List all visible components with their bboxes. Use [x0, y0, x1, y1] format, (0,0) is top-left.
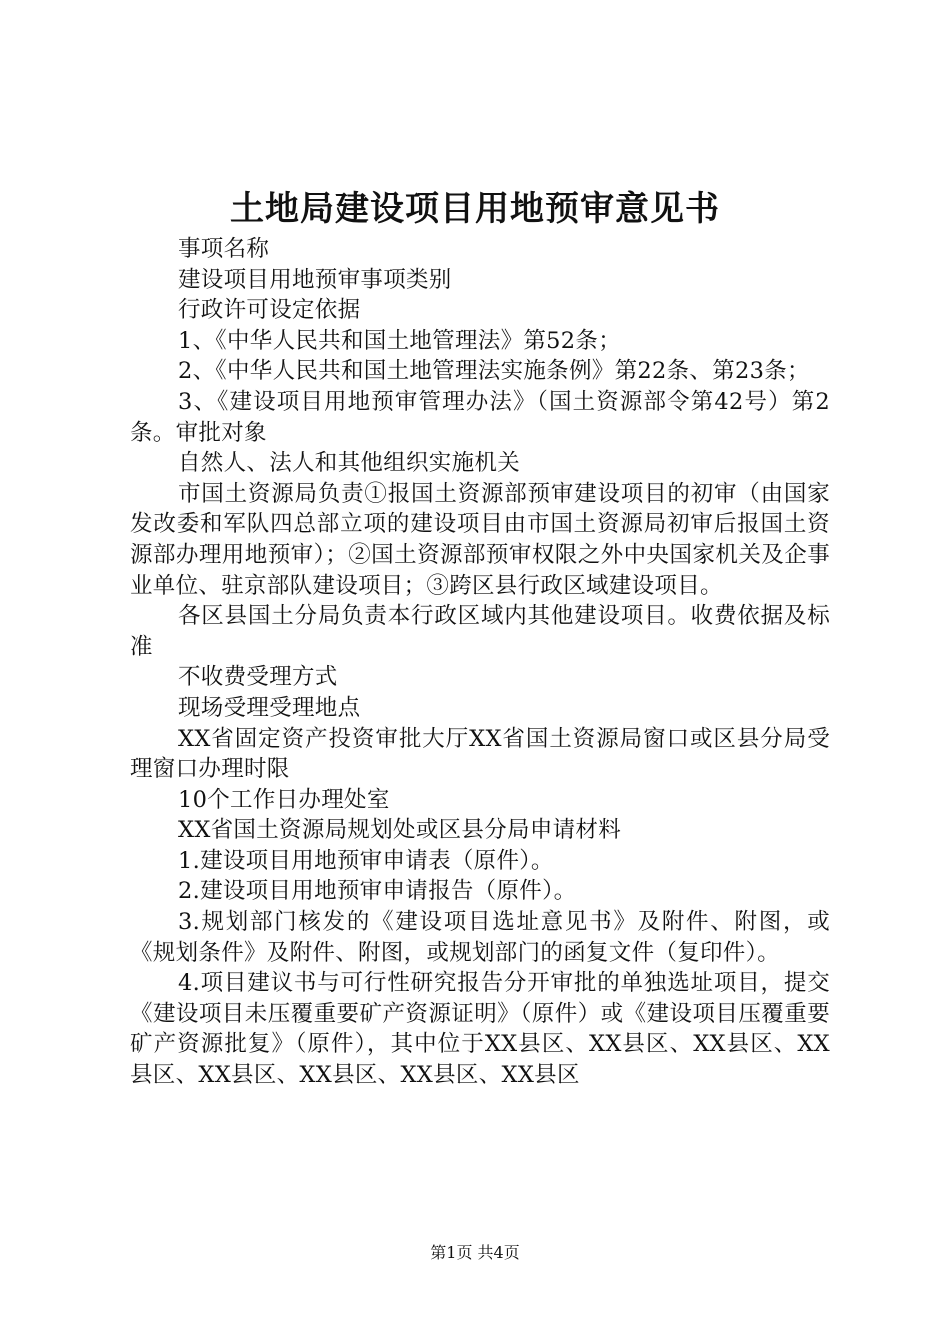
paragraph: 自然人、法人和其他组织实施机关	[178, 450, 521, 477]
paragraph: 不收费受理方式	[178, 664, 338, 691]
paragraph: 2、《中华人民共和国土地管理法实施条例》第22条、第23条；	[178, 358, 810, 385]
paragraph: 1.建设项目用地预审申请表（原件）。	[178, 847, 554, 874]
paragraph: 现场受理受理地点	[178, 694, 361, 721]
paragraph: 各区县国土分局负责本行政区域内其他建设项目。收费依据及标准	[130, 603, 830, 660]
document-body	[130, 234, 830, 1091]
page-footer: 第1页 共4页	[430, 1243, 520, 1262]
paragraph: 2.建设项目用地预审申请报告（原件）。	[178, 878, 577, 905]
paragraph: 市国土资源局负责①报国土资源部预审建设项目的初审（由国家发改委和军队四总部立项的建设项目由市国土资源局初审后报国土资源部办理用地预审）；②国土资源部预审权限之外中央国家机关及企事业单位、驻京部队建设项目；③跨区县行政区域建设项目。	[130, 480, 830, 599]
paragraph: 行政许可设定依据	[178, 297, 361, 324]
paragraph: XX省国土资源局规划处或区县分局申请材料	[178, 817, 622, 844]
paragraph: 3、《建设项目用地预审管理办法》（国土资源部令第42号）第2条。审批对象	[130, 388, 830, 446]
paragraph: 建设项目用地预审事项类别	[178, 266, 452, 293]
paragraph: 事项名称	[178, 236, 270, 262]
paragraph: 1、《中华人民共和国土地管理法》第52条；	[178, 327, 621, 354]
paragraph: 10个工作日办理处室	[178, 786, 390, 813]
paragraph: 3.规划部门核发的《建设项目选址意见书》及附件、附图，或《规划条件》及附件、附图，或规划部门的函复文件（复印件）。	[130, 909, 830, 966]
paragraph: XX省固定资产投资审批大厅XX省国土资源局窗口或区县分局受理窗口办理时限	[130, 725, 830, 783]
document-title: 土地局建设项目用地预审意见书	[230, 189, 720, 229]
paragraph: 4.项目建议书与可行性研究报告分开审批的单独选址项目，提交《建设项目未压覆重要矿产资源证明》（原件）或《建设项目压覆重要矿产资源批复》（原件），其中位于XX县区、XX县区、XX县区、XX县区、XX县区、XX县区、XX县区、XX县区	[130, 970, 830, 1089]
